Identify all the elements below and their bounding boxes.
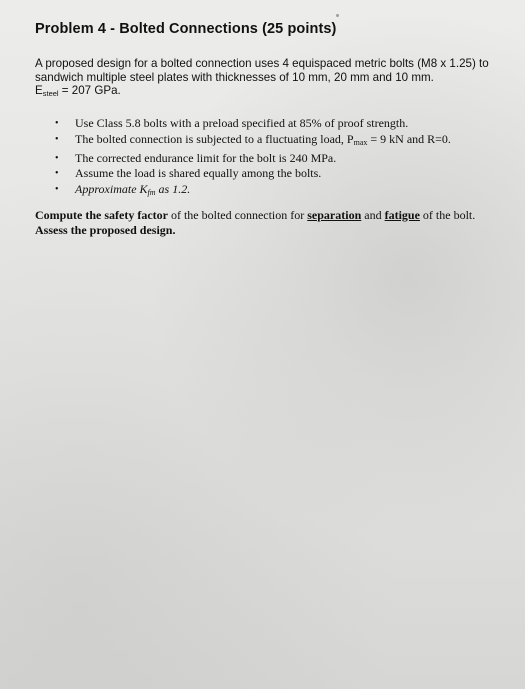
bullet-text-1: Use Class 5.8 bolts with a preload specified at 85% of proof strength. — [75, 116, 409, 130]
list-item — [55, 166, 451, 182]
intro-line-1: A proposed design for a bolted connection uses 4 equispaced metric bolts (M8 x 1.25) to — [35, 57, 489, 70]
pmax-subscript: max — [353, 137, 368, 147]
bullet-icon: • — [55, 168, 59, 180]
list-item — [55, 116, 451, 132]
compute-safety-factor: Compute the safety factor — [35, 208, 168, 222]
list-item — [55, 151, 451, 167]
bullet-icon: • — [55, 152, 59, 164]
problem-title: Problem 4 - Bolted Connections (25 points) — [35, 21, 337, 37]
bullet-icon: • — [55, 184, 59, 196]
assess-design: Assess the proposed design. — [35, 223, 176, 237]
list-item — [55, 182, 451, 201]
question-block — [35, 208, 515, 238]
intro-line-2: sandwich multiple steel plates with thicknesses of 10 mm, 20 mm and 10 mm. — [35, 70, 434, 84]
bullet-icon: • — [55, 133, 59, 145]
bullet-text-5-post: as 1.2. — [155, 182, 191, 197]
question-line-1 — [35, 208, 515, 223]
question-text-1: of the bolted connection for — [167, 208, 308, 222]
intro-line-3 — [35, 84, 505, 101]
esteel-symbol: E — [35, 84, 43, 97]
bullet-text-3: The corrected endurance limit for the bolt is 240 MPa. — [75, 150, 337, 165]
question-text-3: of the bolt. — [419, 208, 476, 222]
question-text-2: and — [361, 208, 385, 222]
bullet-text-2-pre: The bolted connection is subjected to a fluctuating load, P — [75, 131, 354, 146]
bullet-text-2-post: = 9 kN and R=0. — [367, 131, 451, 146]
kfm-subscript: fm — [147, 188, 156, 198]
given-list — [55, 116, 451, 201]
esteel-value: = 207 GPa. — [58, 84, 121, 97]
fatigue-term: fatigue — [384, 208, 420, 222]
problem-intro — [35, 57, 505, 101]
separation-term: separation — [307, 208, 362, 222]
esteel-subscript: steel — [42, 89, 59, 98]
bullet-icon: • — [55, 118, 59, 129]
bullet-text-5-pre: Approximate K — [75, 182, 148, 197]
bullet-text-4: Assume the load is shared equally among the bolts. — [75, 166, 322, 181]
dust-speck — [336, 14, 339, 17]
list-item — [55, 132, 451, 151]
